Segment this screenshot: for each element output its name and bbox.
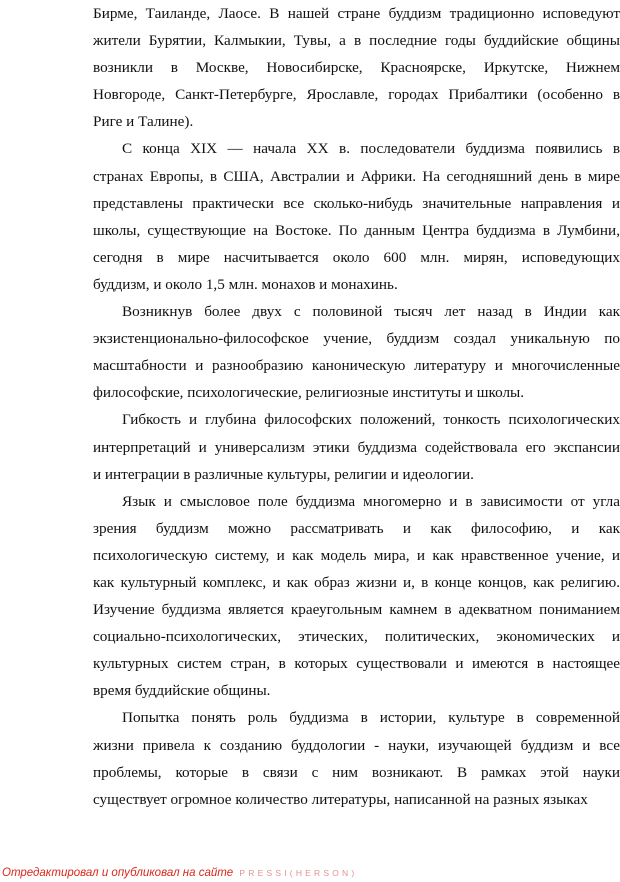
- text-line: Бирме, Таиланде, Лаосе. В нашей стране буддизм традиционно исповедуют: [93, 5, 620, 22]
- text-line: школы, существующие на Востоке. По данным Центра буддизма в Лумбини,: [93, 221, 620, 239]
- text-line: Возникнув более двух с половиной тысяч лет назад в Индии как: [122, 303, 620, 321]
- text-line: Риге и Талине).: [93, 113, 194, 131]
- paragraph: [93, 0, 620, 135]
- text-line: возникли в Москве, Новосибирске, Красноярске, Иркутске, Нижнем: [93, 59, 620, 77]
- text-line: масштабности и разнообразию каноническую литературу и многочисленные: [93, 357, 620, 375]
- text-line: С конца XIX — начала XX в. последователи буддизма появились в: [122, 140, 620, 158]
- text-line: психологическую систему, и как модель мира, и как нравственное учение, и: [93, 546, 620, 564]
- text-line: Язык и смысловое поле буддизма многомерно и в зависимости от угла: [122, 492, 620, 510]
- document-body: [93, 0, 620, 813]
- paragraph: [93, 704, 620, 812]
- text-line: проблемы, которые в связи с ним возникают. В рамках этой науки: [93, 763, 620, 781]
- text-line: философские, психологические, религиозные институты и школы.: [93, 384, 525, 402]
- text-line: странах Европы, в США, Австралии и Африки. На сегодняшний день в мире: [93, 167, 620, 185]
- paragraph: [93, 298, 620, 406]
- footer-credit-text: Отредактировал и опубликовал на сайте: [2, 867, 234, 879]
- text-line: представлены практически все сколько-нибудь значительные направления и: [93, 194, 620, 212]
- text-line: Новгороде, Санкт-Петербурге, Ярославле, городах Прибалтики (особенно в: [93, 86, 620, 104]
- text-line: зрения буддизм можно рассматривать и как философию, и как: [93, 519, 620, 537]
- text-line: сегодня в мире насчитывается около 600 млн. мирян, исповедующих: [93, 248, 620, 266]
- paragraph: [93, 135, 620, 298]
- text-line: экзистенционально-философское учение, буддизм создал уникальную по: [93, 330, 620, 348]
- paragraph: [93, 488, 620, 705]
- text-line: и интеграции в различные культуры, религии и идеологии.: [93, 465, 474, 483]
- paragraph: [93, 406, 620, 487]
- text-line: жизни привела к созданию буддологии - науки, изучающей буддизм и все: [93, 736, 620, 754]
- text-line: социально-психологических, этических, политических, экономических и: [93, 628, 620, 646]
- text-line: жители Бурятии, Калмыкии, Тувы, а в последние годы буддийские общины: [93, 32, 620, 50]
- text-line: интерпретаций и универсализм этики буддизма содействовала его экспансии: [93, 438, 620, 456]
- text-line: Гибкость и глубина философских положений, тонкость психологических: [122, 411, 620, 429]
- text-line: культурных систем стран, в которых существовали и имеются в настоящее: [93, 655, 620, 673]
- text-line: Изучение буддизма является краеугольным камнем в адекватном пониманием: [93, 601, 620, 619]
- text-line: время буддийские общины.: [93, 682, 271, 700]
- text-line: Попытка понять роль буддизма в истории, культуре в современной: [122, 709, 620, 727]
- text-line: буддизм, и около 1,5 млн. монахов и монахинь.: [93, 275, 398, 293]
- footer-site-name: PRESSI(HERSON): [239, 868, 358, 878]
- footer-credit: [2, 866, 357, 880]
- text-line: существует огромное количество литературы, написанной на разных языках: [93, 790, 588, 808]
- text-line: как культурный комплекс, и как образ жизни и, в конце концов, как религию.: [93, 573, 620, 591]
